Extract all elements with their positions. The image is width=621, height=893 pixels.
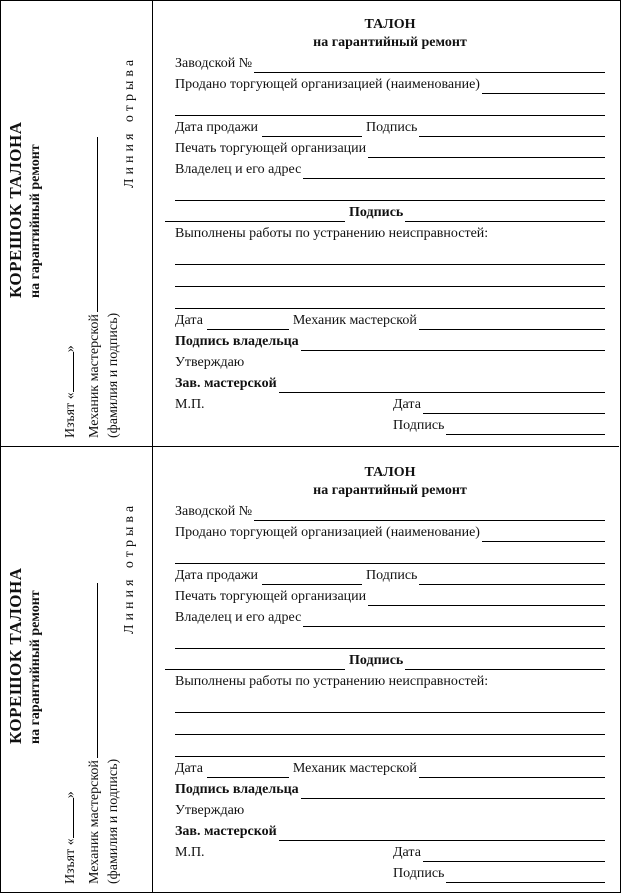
stub-seized: Изъят «» [60,345,79,438]
works-row: Выполнены работы по устранению неисправностей: [175,226,489,241]
owner-row: Владелец и его адрес [175,158,605,179]
sale-date-row: Дата продажи Подпись [175,116,605,137]
blank-line [175,243,605,265]
works-row: Выполнены работы по устранению неисправностей: [175,674,489,689]
owner-signature-row: Подпись владельца [175,778,605,799]
coupon-top [175,16,605,435]
factory-no-row: Заводской № [175,52,605,73]
stub-seized: Изъят «» [60,791,79,884]
stub-mechanic: Механик мастерской [84,583,103,884]
signature2-row: Подпись [175,862,605,883]
sold-by-row: Продано торгующей организацией (наименование) [175,521,605,542]
head-row: Зав. мастерской [175,820,605,841]
date-mechanic-row: Дата Механик мастерской [175,757,605,778]
coupon-subtitle: на гарантийный ремонт [313,483,467,498]
seal-row: Печать торгующей организации [175,585,605,606]
approve-row: Утверждаю [175,803,245,818]
blank-line [175,179,605,201]
stub-mechanic: Механик мастерской [84,137,103,438]
coupon-subtitle: на гарантийный ремонт [313,35,467,50]
sale-date-row: Дата продажи Подпись [175,564,605,585]
stamp-row: М.П. Дата [175,841,605,862]
seal-row: Печать торгующей организации [175,137,605,158]
coupon-title: ТАЛОН [364,17,416,32]
factory-no-row: Заводской № [175,500,605,521]
stub-subtitle: на гарантийный ремонт [28,144,43,298]
blank-line [175,627,605,649]
head-row: Зав. мастерской [175,372,605,393]
tear-line-label: Линия отрыва [122,501,137,634]
stub-top [0,1,153,446]
stub-title: КОРЕШОК ТАЛОНА [6,567,25,744]
tear-line-label: Линия отрыва [122,55,137,188]
signature-row: Подпись [165,201,605,222]
blank-line [175,735,605,757]
owner-row: Владелец и его адрес [175,606,605,627]
signature2-row: Подпись [175,414,605,435]
blank-line [175,713,605,735]
blank-line [175,691,605,713]
signature-row: Подпись [165,649,605,670]
stub-title: КОРЕШОК ТАЛОНА [6,121,25,298]
stub-name-sign: (фамилия и подпись) [106,758,121,884]
coupon-bottom [175,464,605,883]
stub-name-sign: (фамилия и подпись) [106,312,121,438]
stamp-row: М.П. Дата [175,393,605,414]
date-mechanic-row: Дата Механик мастерской [175,309,605,330]
approve-row: Утверждаю [175,355,245,370]
blank-line [175,265,605,287]
blank-line [175,542,605,564]
owner-signature-row: Подпись владельца [175,330,605,351]
stub-bottom [0,447,153,892]
blank-line [175,94,605,116]
stub-subtitle: на гарантийный ремонт [28,590,43,744]
sold-by-row: Продано торгующей организацией (наименование) [175,73,605,94]
coupon-title: ТАЛОН [364,465,416,480]
blank-line [175,287,605,309]
